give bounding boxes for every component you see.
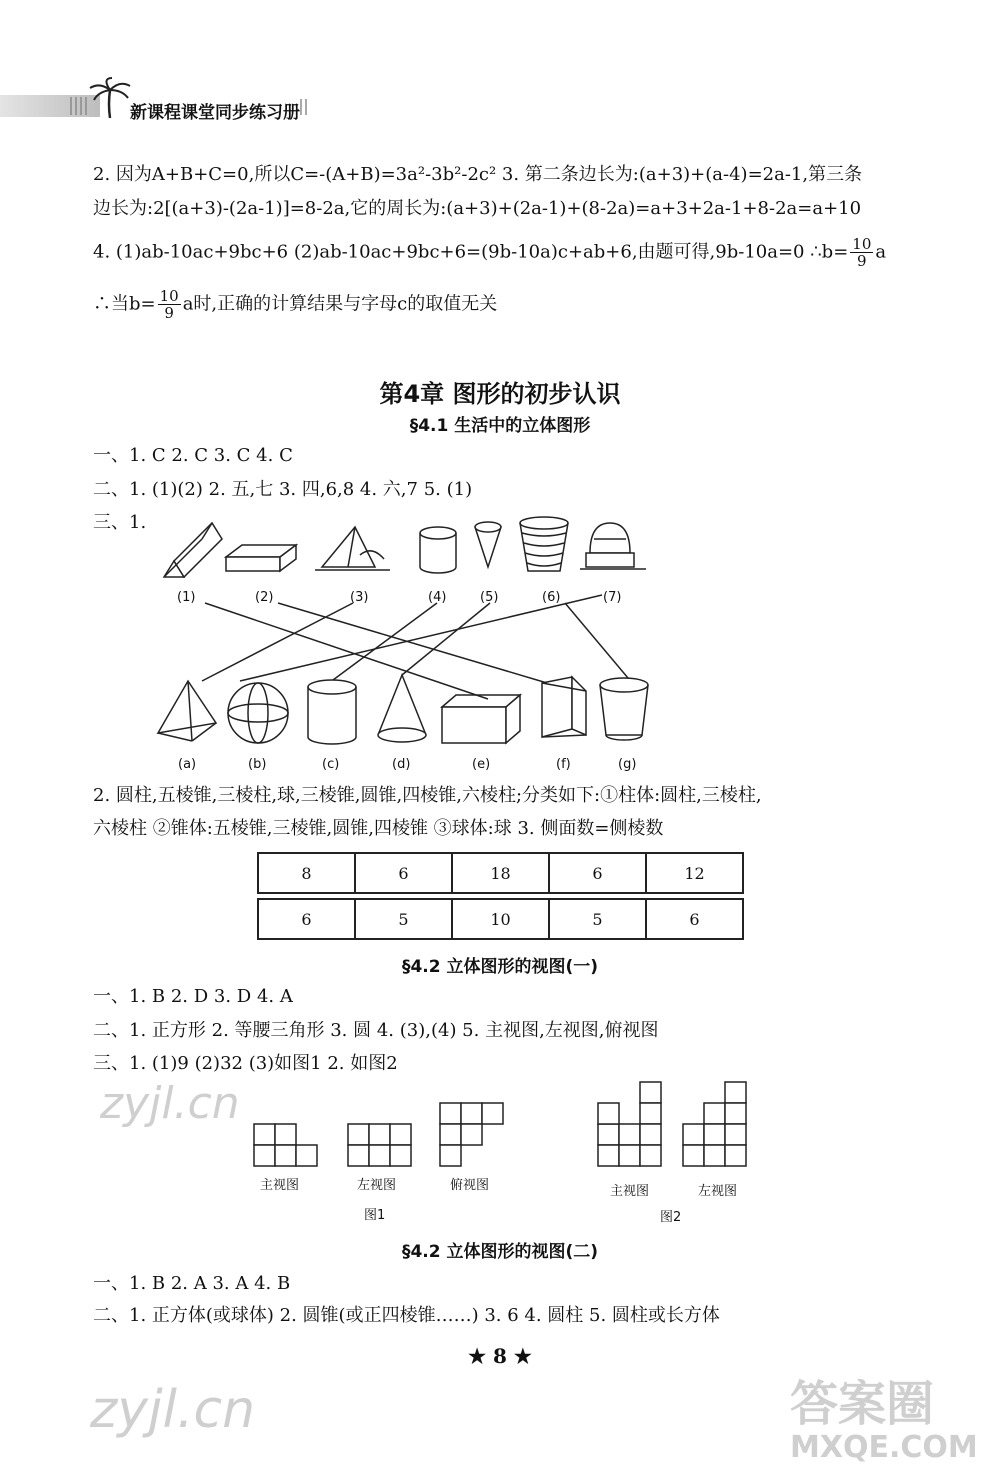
s41-q1: 一、1. C 2. C 3. C 4. C <box>93 445 293 466</box>
top-label-6: (6) <box>542 590 561 605</box>
fraction <box>850 236 873 269</box>
fig1-left-label: 左视图 <box>357 1178 397 1193</box>
s41-q3-2-line-1: 2. 圆柱,五棱锥,三棱柱,球,三棱锥,圆锥,四棱锥,六棱柱;分类如下:①柱体:圆柱,三棱柱, <box>93 785 762 806</box>
top-label-5: (5) <box>480 590 499 605</box>
table-cell: 5 <box>355 899 452 939</box>
fig1-front-label: 主视图 <box>260 1178 300 1193</box>
watermark-2: zyjl.cn <box>90 1380 256 1440</box>
section-4-2-part-1-title: §4.2 立体图形的视图(一) <box>401 957 599 977</box>
object-1-triangular-prism <box>164 523 222 577</box>
object-4-cylinder <box>420 527 456 573</box>
prev-answer-line-3 <box>93 236 886 269</box>
solid-g-frustum <box>600 678 648 740</box>
table-cell: 12 <box>646 853 743 893</box>
object-2-slab <box>226 545 296 571</box>
fig2-left-view <box>683 1082 746 1166</box>
section-4-2-part-2-title: §4.2 立体图形的视图(二) <box>401 1242 599 1262</box>
answer-table-row-2 <box>257 898 744 940</box>
bottom-label-c: (c) <box>322 757 340 772</box>
table-cell: 6 <box>258 899 355 939</box>
top-label-4: (4) <box>428 590 447 605</box>
table-cell: 6 <box>646 899 743 939</box>
s42a-q3: 三、1. (1)9 (2)32 (3)如图1 2. 如图2 <box>93 1053 398 1074</box>
header-bars <box>70 97 90 119</box>
fraction-denominator: 9 <box>857 252 867 270</box>
watermark-1: zyjl.cn <box>100 1078 240 1129</box>
fig1-caption: 图1 <box>364 1208 386 1223</box>
fig2-front-view <box>598 1082 661 1166</box>
bottom-label-g: (g) <box>618 757 637 772</box>
table-cell: 18 <box>452 853 549 893</box>
top-label-2: (2) <box>255 590 274 605</box>
section-4-1-title: §4.1 生活中的立体图形 <box>409 416 591 436</box>
object-3-pyramid <box>315 527 390 570</box>
solid-e-cuboid <box>442 695 520 743</box>
s41-q2: 二、1. (1)(2) 2. 五,七 3. 四,6,8 4. 六,7 5. (1) <box>93 479 473 500</box>
answer-table-row-1 <box>257 852 744 894</box>
header-rule <box>300 99 310 119</box>
table-cell: 6 <box>355 853 452 893</box>
s42b-q2: 二、1. 正方体(或球体) 2. 圆锥(或正四棱锥……) 3. 6 4. 圆柱 5. 圆柱或长方体 <box>93 1305 720 1326</box>
bottom-label-f: (f) <box>556 757 571 772</box>
object-5-cone <box>475 522 501 567</box>
bottom-label-b: (b) <box>248 757 267 772</box>
bottom-label-e: (e) <box>472 757 491 772</box>
solid-c-cylinder <box>308 680 356 744</box>
top-label-3: (3) <box>350 590 369 605</box>
prev-answer-line-4-text: ∴当b= <box>93 293 156 315</box>
watermark-4: MXQE.COM <box>790 1430 978 1465</box>
fig1-top-view <box>440 1103 503 1166</box>
s42a-q1: 一、1. B 2. D 3. D 4. A <box>93 986 293 1007</box>
fig2-caption: 图2 <box>660 1210 682 1225</box>
prev-answer-line-3-tail: a <box>875 241 887 263</box>
fig2-front-label: 主视图 <box>610 1184 650 1199</box>
solid-a-pyramid <box>158 681 216 741</box>
matching-diagram <box>150 515 670 775</box>
top-label-1: (1) <box>177 590 196 605</box>
prev-answer-line-1: 2. 因为A+B+C=0,所以C=-(A+B)=3a²-3b²-2c² 3. 第二条边长为:(a+3)+(a-4)=2a-1,第三条 <box>93 164 863 185</box>
watermark-3: 答案圈 <box>790 1376 935 1432</box>
fig1-top-label: 俯视图 <box>450 1178 490 1193</box>
top-label-7: (7) <box>603 590 622 605</box>
page-number: ★ 8 ★ <box>468 1344 532 1368</box>
fraction-numerator: 10 <box>852 235 872 253</box>
solid-d-cone <box>378 675 426 742</box>
bottom-label-d: (d) <box>392 757 411 772</box>
fig2-left-label: 左视图 <box>698 1184 738 1199</box>
table-cell: 8 <box>258 853 355 893</box>
fraction-numerator: 10 <box>159 287 179 305</box>
s41-q3-2-line-2: 六棱柱 ②锥体:五棱锥,三棱锥,圆锥,四棱锥 ③球体:球 3. 侧面数=侧棱数 <box>93 818 664 839</box>
chapter-title: 第4章 图形的初步认识 <box>379 380 621 408</box>
prev-answer-line-3-text: 4. (1)ab-10ac+9bc+6 (2)ab-10ac+9bc+6=(9b-10a)c+ab+6,由题可得,9b-10a=0 ∴b= <box>93 241 849 263</box>
prev-answer-line-4 <box>93 288 497 321</box>
prev-answer-line-2: 边长为:2[(a+3)-(2a-1)]=8-2a,它的周长为:(a+3)+(2a-1)+(8-2a)=a+3+2a-1+8-2a=a+10 <box>93 198 862 219</box>
view-figures <box>240 1080 760 1180</box>
prev-answer-line-4-tail: a时,正确的计算结果与字母c的取值无关 <box>182 293 498 315</box>
s42a-q2: 二、1. 正方形 2. 等腰三角形 3. 圆 4. (3),(4) 5. 主视图,左视图,俯视图 <box>93 1020 659 1041</box>
table-cell: 10 <box>452 899 549 939</box>
object-6-basket <box>520 517 568 571</box>
fraction-denominator: 9 <box>164 304 174 322</box>
object-7-dome-building <box>580 523 646 569</box>
s42b-q1: 一、1. B 2. A 3. A 4. B <box>93 1273 291 1294</box>
table-cell: 5 <box>549 899 646 939</box>
table-cell: 6 <box>549 853 646 893</box>
s41-q3: 三、1. <box>93 512 147 533</box>
header-title: 新课程课堂同步练习册 <box>130 103 300 123</box>
solid-b-sphere <box>228 683 288 743</box>
solid-f-triangular-prism <box>542 677 586 737</box>
bottom-label-a: (a) <box>178 757 197 772</box>
fig1-front-view <box>254 1124 317 1166</box>
fraction <box>158 288 181 321</box>
fig1-left-view <box>348 1124 411 1166</box>
palm-tree-icon <box>88 76 132 120</box>
